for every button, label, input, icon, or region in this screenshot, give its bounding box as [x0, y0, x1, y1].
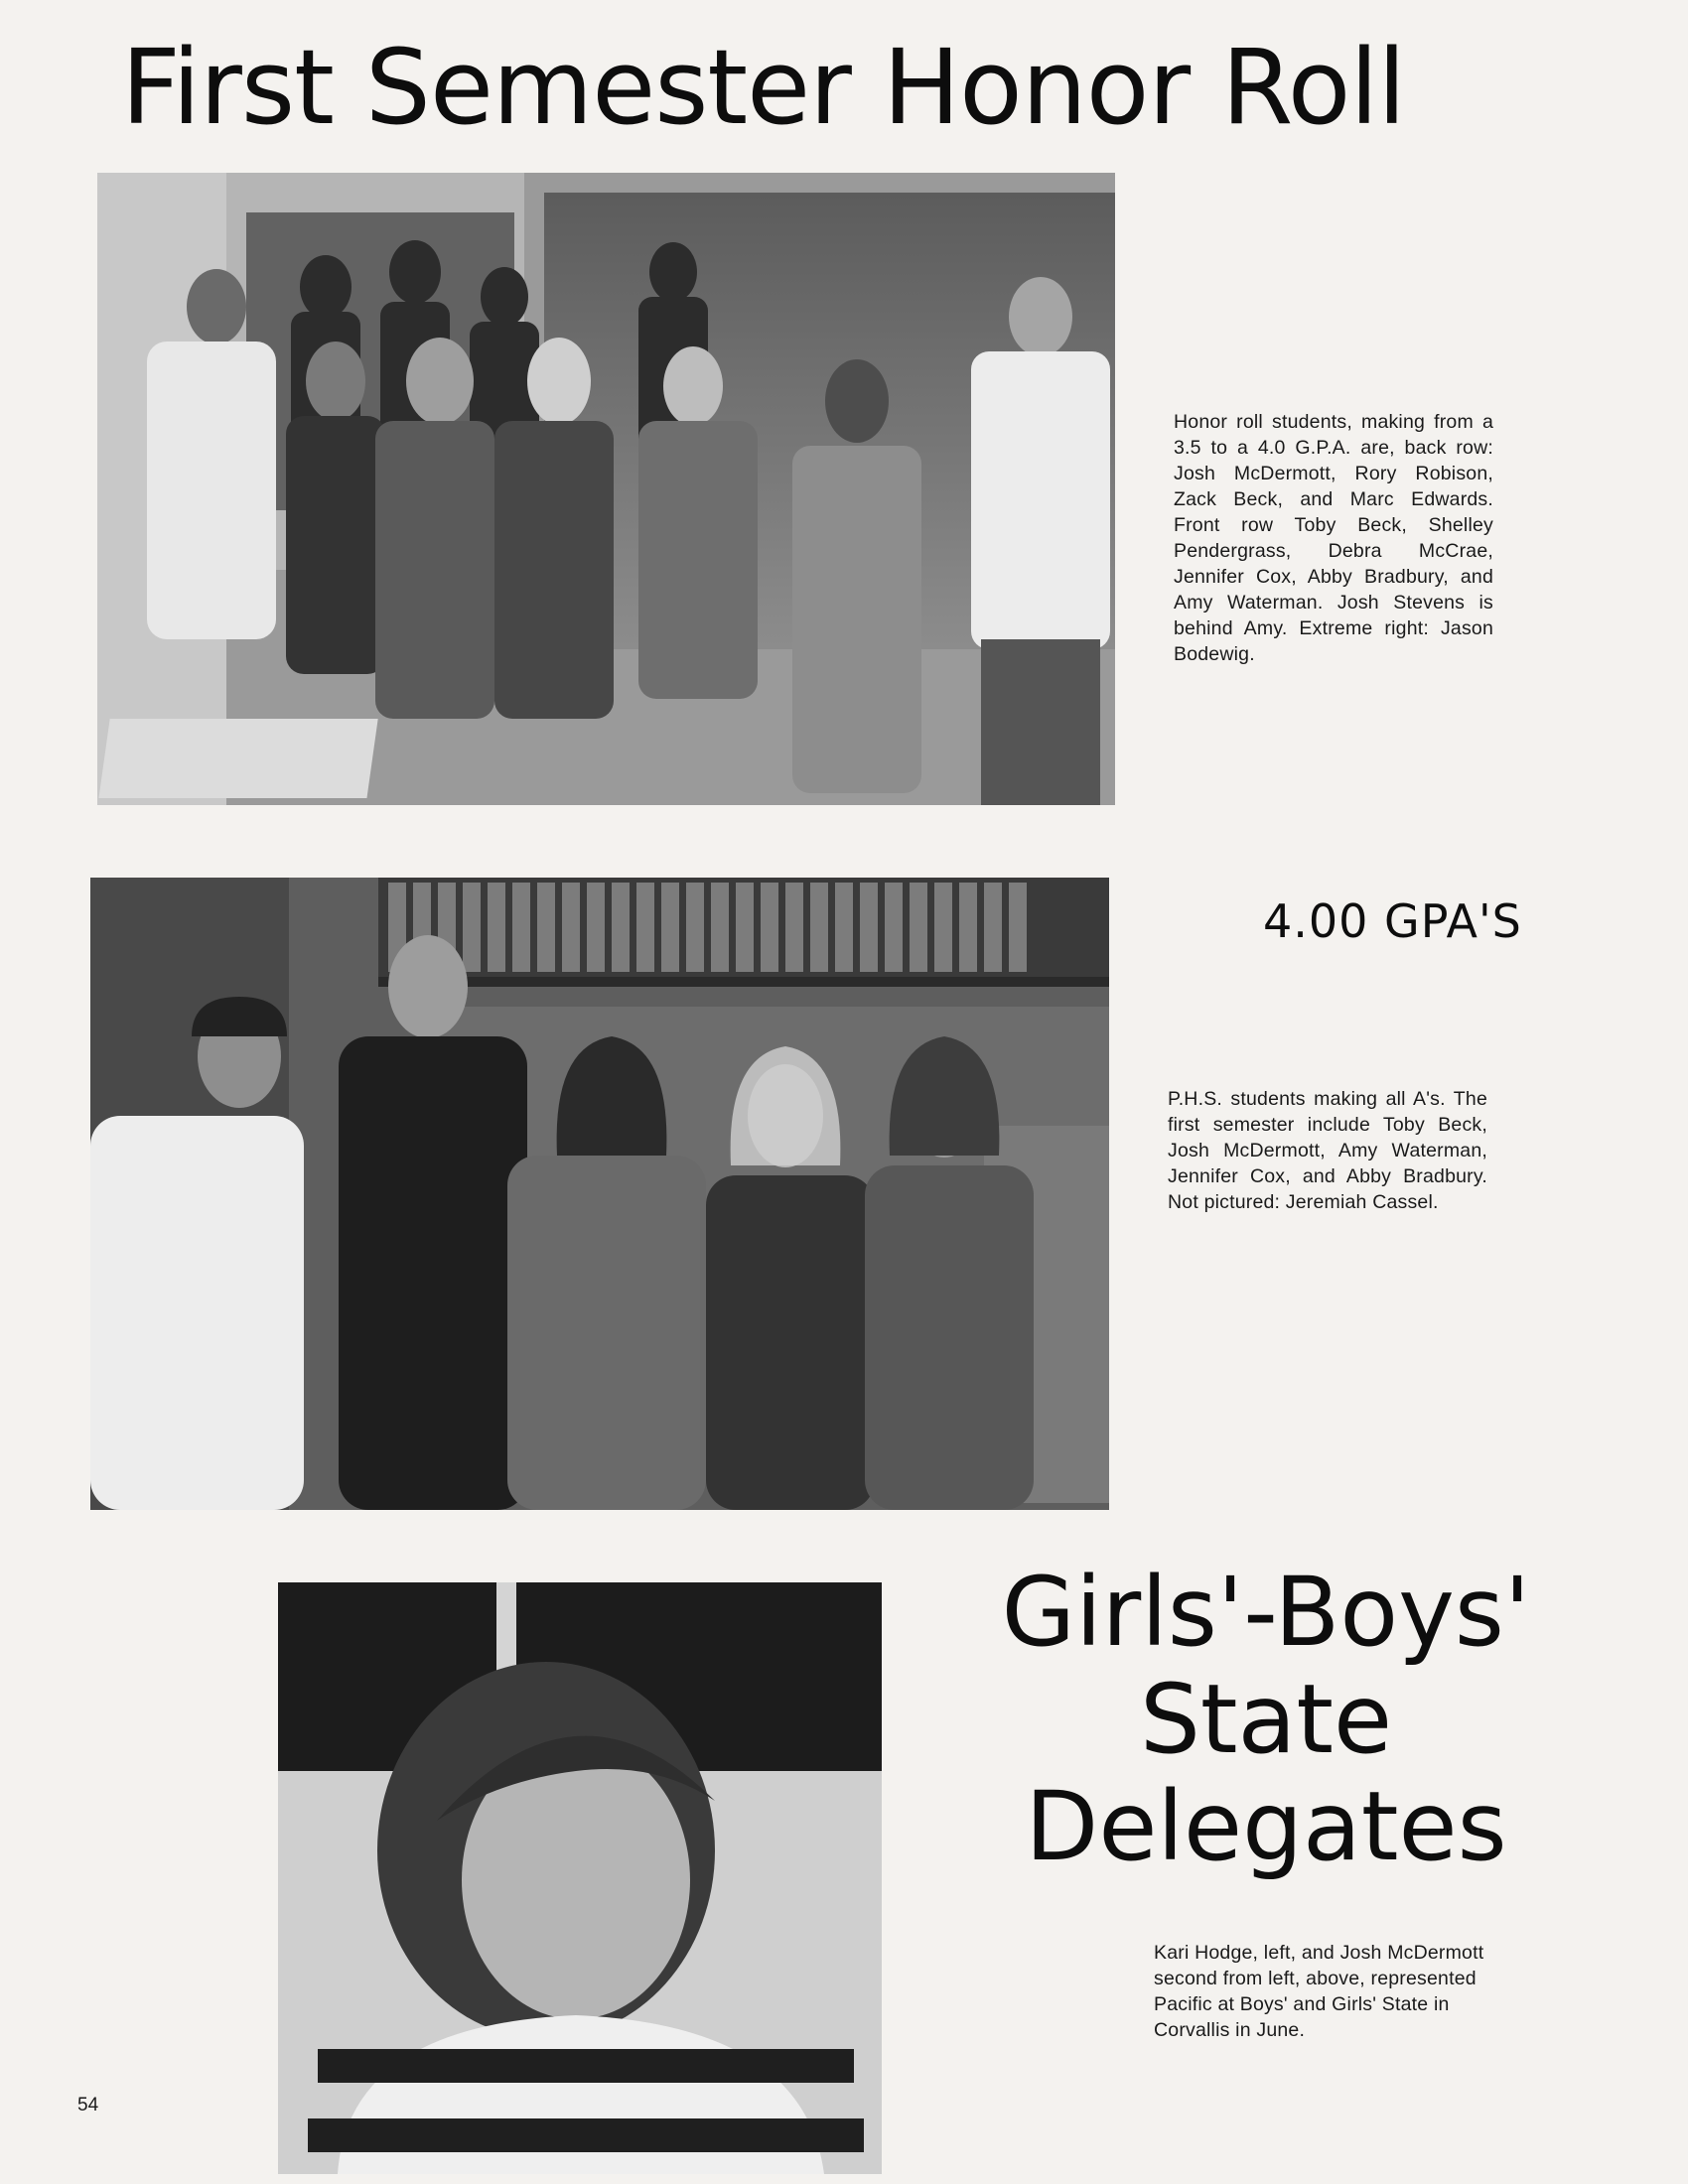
- honor-roll-caption: Honor roll students, making from a 3.5 to a 4.0 G.P.A. are, back row: Josh McDermott, Rory Robison, Zack Beck, and Marc Edwards. Front row Toby Beck, Shelley Pendergrass, Debra McCrae, Jennifer Cox, Abby Bradbury, and Amy Waterman. Josh Stevens is behind Amy. Extreme right: Jason Bodewig.: [1174, 411, 1493, 665]
- delegates-heading-line2: State: [1139, 1664, 1393, 1775]
- delegate-portrait-photo: [278, 1582, 882, 2174]
- delegates-heading-line1: Girls'-Boys': [1001, 1557, 1531, 1668]
- page-title: First Semester Honor Roll: [121, 27, 1406, 148]
- delegates-heading: [894, 1559, 1638, 1880]
- gpa-heading: 4.00 GPA'S: [1263, 894, 1522, 948]
- delegates-caption: Kari Hodge, left, and Josh McDermott second from left, above, represented Pacific at Boys' and Girls' State in Corvallis in June.: [1154, 1942, 1484, 2041]
- gpa-caption: P.H.S. students making all A's. The first semester include Toby Beck, Josh McDermott, Amy Waterman, Jennifer Cox, and Abby Bradbury. Not pictured: Jeremiah Cassel.: [1168, 1088, 1487, 1213]
- honor-roll-photo: [97, 173, 1115, 805]
- delegates-heading-line3: Delegates: [1025, 1771, 1507, 1882]
- gpa-students-photo: [90, 878, 1109, 1510]
- page-number: 54: [77, 2095, 99, 2116]
